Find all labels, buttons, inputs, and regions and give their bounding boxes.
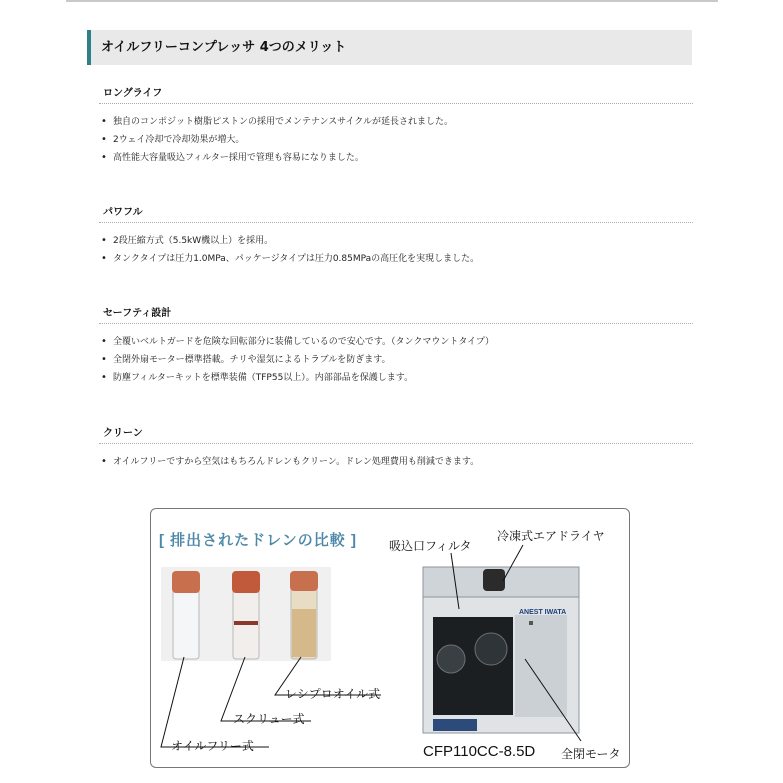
section-powerful [99, 204, 693, 268]
tube-screw [232, 571, 260, 659]
list-item: • オイルフリーですから空気はもちろんドレンもクリーン。ドレン処理費用も削減できます。 [99, 453, 693, 471]
page-title: オイルフリーコンプレッサ 4つのメリット [101, 40, 347, 55]
section-title: クリーン [103, 428, 143, 439]
section-safety [99, 305, 693, 387]
section-title: パワフル [103, 207, 143, 218]
list-item: • 全閉外扇モーター標準搭載。チリや湿気によるトラブルを防ぎます。 [99, 351, 693, 369]
callout-intake-filter: 吸込口フィルタ [389, 539, 472, 553]
compressor-unit [423, 567, 579, 733]
section-long-life [99, 85, 693, 167]
list-item: • 防塵フィルターキットを標準装備（TFP55以上）。内部部品を保護します。 [99, 369, 693, 387]
figure-panel-title: [ 排出されたドレンの比較 ] [159, 532, 357, 549]
model-number: CFP110CC-8.5D [423, 743, 536, 760]
list-item: • 2段圧縮方式（5.5kW機以上）を採用。 [99, 232, 693, 250]
list-item: • 高性能大容量吸込フィルター採用で管理も容易になりました。 [99, 149, 693, 167]
page-heading [87, 30, 692, 65]
brand-logo: ANEST IWATA [519, 609, 567, 616]
list-item: • 全覆いベルトガードを危険な回転部分に装備しているので安心です。（タンクマウントタイプ） [99, 333, 693, 351]
section-title: ロングライフ [103, 88, 163, 99]
tube-reciprocating [290, 571, 318, 659]
top-divider [66, 0, 718, 2]
section-title: セーフティ設計 [103, 308, 172, 319]
callout-dryer: 冷凍式エアドライヤ [497, 529, 605, 543]
list-item: • 2ウェイ冷却で冷却効果が増大。 [99, 131, 693, 149]
list-item: • 独自のコンポジット樹脂ピストンの採用でメンテナンスサイクルが延長されました。 [99, 113, 693, 131]
tube-label-reciprocating: レシプロオイル式 [285, 687, 381, 701]
tube-label-screw: スクリュー式 [233, 712, 305, 726]
callout-motor: 全閉モータ [561, 747, 621, 761]
tube-label-oil-free: オイルフリー式 [171, 739, 254, 753]
drain-comparison-figure [150, 508, 630, 768]
tube-oil-free [172, 571, 200, 659]
section-clean [99, 425, 693, 471]
list-item: • タンクタイプは圧力1.0MPa、パッケージタイプは圧力0.85MPaの高圧化を実現しました。 [99, 250, 693, 268]
